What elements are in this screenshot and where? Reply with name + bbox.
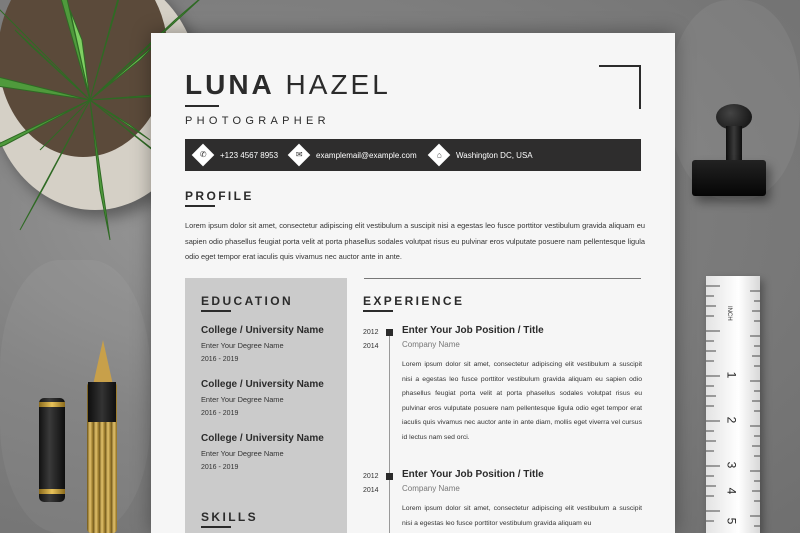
experience-heading: EXPERIENCE [363,294,465,308]
experience-heading-bar [363,310,393,312]
corner-bracket [599,65,641,109]
ruler-label-1: 1 [724,371,739,379]
education-heading: EDUCATION [201,294,294,308]
profile-heading-bar [185,205,215,207]
company-name: Company Name [402,484,460,493]
timeline-line [389,329,390,533]
resume-name [185,69,391,101]
name-underline [185,105,219,107]
location-text: Washington DC, USA [456,150,533,160]
job-start-year: 2012 [363,473,379,480]
job-end-year: 2014 [363,343,379,350]
education-years: 2016 - 2019 [201,410,239,417]
section-divider [364,278,641,279]
job-title: Enter Your Job Position / Title [402,325,544,336]
home-icon: ⌂ [428,144,451,167]
job-start-year: 2012 [363,329,379,336]
degree-name: Enter Your Degree Name [201,395,284,404]
school-name: College / University Name [201,433,324,444]
education-heading-bar [201,310,231,312]
stamp-base [692,160,766,196]
skills-heading: SKILLS [201,510,259,524]
phone-icon: ✆ [192,144,215,167]
email-text: examplemail@example.com [316,150,417,160]
job-years [363,326,379,354]
ruler-label-3: 3 [724,461,739,469]
contact-bar [185,139,641,171]
ruler-brand: INCH [726,306,732,321]
last-name: HAZEL [285,69,391,100]
company-name: Company Name [402,340,460,349]
degree-name: Enter Your Degree Name [201,449,284,458]
job-end-year: 2014 [363,487,379,494]
contact-location [431,147,533,163]
pen-cap [39,398,65,502]
background-texture [0,260,150,533]
first-name: LUNA [185,69,275,100]
ruler-label-4: 4 [724,487,739,495]
skills-heading-bar [201,526,231,528]
pen-cap-band [39,489,65,494]
education-years: 2016 - 2019 [201,464,239,471]
profile-text: Lorem ipsum dolor sit amet, consectetur adipiscing elit vestibulum a suscipit nisi a egestas leo fusce porttitor vestibulum gravida aliquam eu sapien odio phasellus feugiat porta velit at porta phasellus sodales volutpat risus eu pulvinar eros vulputate posuere nam pellentesque ligula odio eget tempor erat iaculis quis vivamus nec auctor ante in ante. [185,221,645,261]
ruler [706,276,760,533]
job-role: PHOTOGRAPHER [185,115,330,127]
ruler-label-5: 5 [724,517,739,525]
education-item [201,379,324,417]
job-title: Enter Your Job Position / Title [402,469,544,480]
phone-text: +123 4567 8953 [220,150,279,160]
timeline-marker [386,473,393,480]
education-item [201,325,324,363]
job-description: Lorem ipsum dolor sit amet, consectetur adipiscing elit vestibulum a suscipit nisi a egestas leo fusce porttitor vestibulum gravida aliquam eu [402,505,642,527]
job-years [363,470,379,498]
contact-phone [195,147,278,163]
school-name: College / University Name [201,379,324,390]
pen-nib [93,340,113,385]
job-description: Lorem ipsum dolor sit amet, consectetur adipiscing elit vestibulum a suscipit nisi a egestas leo fusce porttitor vestibulum gravida aliquam eu sapien odio phasellus feugiat porta velit at porta phasellus sodales volutpat risus eu pulvinar eros vulputate posuere nam pellentesque ligula odio eget tempor erat iaculis quis vivamus nec auctor ante in ante diam, mollis eget viverra vel cursus id lectus nam sed orci. [402,361,642,441]
pen-cap-band [39,402,65,407]
contact-email [291,147,417,163]
profile-heading: PROFILE [185,189,254,203]
envelope-icon: ✉ [288,144,311,167]
degree-name: Enter Your Degree Name [201,341,284,350]
resume-sheet [151,33,675,533]
education-years: 2016 - 2019 [201,356,239,363]
ruler-label-2: 2 [724,416,739,424]
school-name: College / University Name [201,325,324,336]
pen-grip [88,382,116,422]
timeline-marker [386,329,393,336]
education-item [201,433,324,471]
